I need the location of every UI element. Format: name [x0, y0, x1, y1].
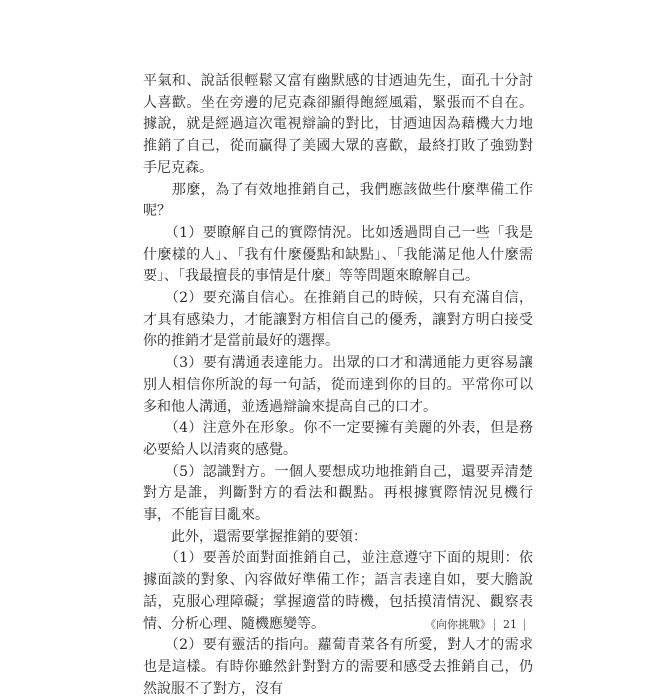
footer-divider	[494, 619, 495, 631]
page-footer	[400, 617, 550, 633]
paragraph-5: （3）要有溝通表達能力。出眾的口才和溝通能力更容易讓別人相信你所說的每一句話，從而達到你的目的。平常你可以多和他人溝通，並透過辯論來提高自己的口才。	[143, 355, 533, 415]
paragraph-7: （5）認識對方。一個人要想成功地推銷自己，還要弄清楚對方是誰，判斷對方的看法和觀點。再根據實際情況見機行事，不能盲目亂來。	[143, 463, 533, 524]
page-number: 21	[503, 618, 517, 631]
paragraph-10: （2）要有靈活的指向。蘿蔔青菜各有所愛，對人才的需求也是這樣。有時你雖然針對對方的需要和感受去推銷自己，仍然說服不了對方，沒有	[143, 637, 533, 697]
body-text	[143, 71, 533, 700]
paragraph-3: （1）要瞭解自己的實際情況。比如透過問自己一些「我是什麼樣的人」、「我有什麼優點和缺點」、「我能滿足他人什麼需要」、「我最擅長的事情是什麼」等等問題來瞭解自己。	[143, 224, 533, 285]
paragraph-6: （4）注意外在形象。你不一定要擁有美麗的外表，但是務必要給人以清爽的感覺。	[143, 420, 533, 458]
footer-divider	[524, 619, 525, 631]
paragraph-9: （1）要善於面對面推銷自己，並注意遵守下面的規則：依據面談的對象、內容做好準備工作；語言表達自如，要大膽說話，克服心理障礙；掌握適當的時機，包括摸清情況、觀察表情、分析心理、隨機應變等。	[143, 550, 533, 632]
paragraph-4: （2）要充滿自信心。在推銷自己的時候，只有充滿自信，才具有感染力，才能讓對方相信自己的優秀，讓對方明白接受你的推銷才是當前最好的選擇。	[143, 290, 533, 350]
paragraph-8: 此外，還需要掌握推銷的要領：	[143, 528, 367, 545]
footer-book-title: 《向你挑戰》	[425, 618, 491, 631]
paragraph-1: 平氣和、說話很輕鬆又富有幽默感的甘迺迪先生，面孔十分討人喜歡。坐在旁邊的尼克森卻顯得飽經風霜，緊張而不自在。據說，就是經過這次電視辯論的對比，甘迺迪因為藉機大力地推銷了自己，從而贏得了美國大眾的喜歡，最終打敗了強勁對手尼克森。	[143, 73, 533, 176]
paragraph-2: 那麼，為了有效地推銷自己，我們應該做些什麼準備工作呢？	[143, 181, 533, 220]
